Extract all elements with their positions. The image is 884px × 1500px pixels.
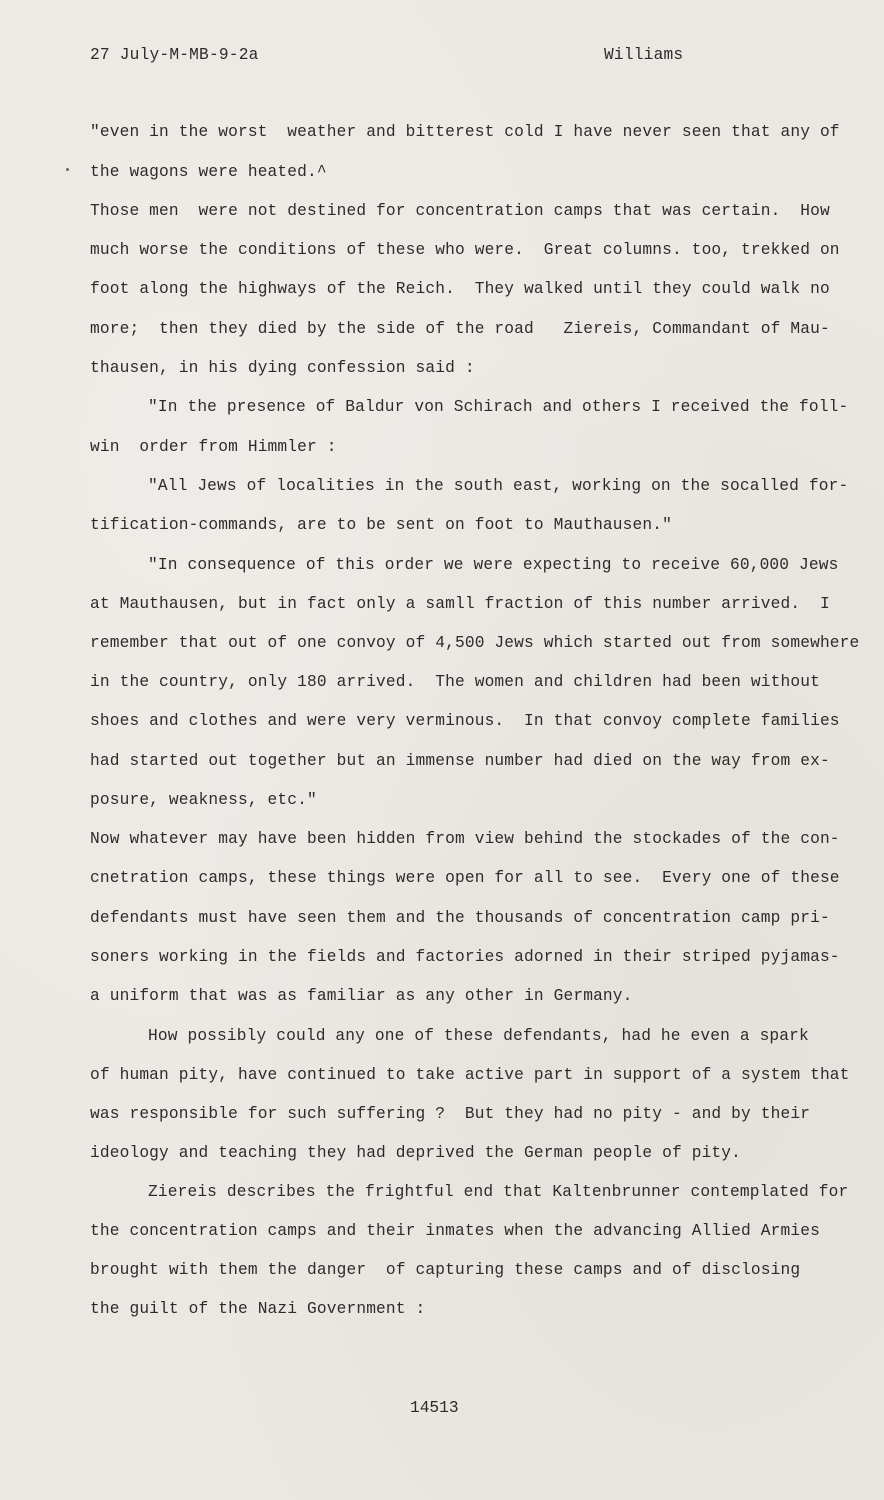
text-line: "In consequence of this order we were expecting to receive 60,000 Jews (148, 556, 839, 574)
text-line: of human pity, have continued to take active part in support of a system that (90, 1066, 850, 1084)
text-line: brought with them the danger of capturing these camps and of disclosing (90, 1261, 801, 1279)
text-line: defendants must have seen them and the thousands of concentration camp pri- (90, 909, 830, 927)
text-line: the wagons were heated.^ (90, 163, 327, 181)
text-line: Those men were not destined for concentration camps that was certain. How (90, 202, 830, 220)
text-line: "even in the worst weather and bitterest cold I have never seen that any of (90, 123, 840, 141)
text-line: remember that out of one convoy of 4,500 Jews which started out from somewhere (90, 634, 860, 652)
text-line: ideology and teaching they had deprived the German people of pity. (90, 1144, 742, 1162)
text-line: "All Jews of localities in the south east, working on the socalled for- (148, 477, 849, 495)
text-line: thausen, in his dying confession said : (90, 359, 475, 377)
text-line: at Mauthausen, but in fact only a samll fraction of this number arrived. I (90, 595, 830, 613)
header-reference: 27 July-M-MB-9-2a (90, 46, 259, 64)
text-line: "In the presence of Baldur von Schirach and others I received the foll- (148, 398, 849, 416)
page-number: 14513 (410, 1399, 459, 1417)
text-line: the concentration camps and their inmates when the advancing Allied Armies (90, 1222, 820, 1240)
text-line: Now whatever may have been hidden from view behind the stockades of the con- (90, 830, 840, 848)
text-line: in the country, only 180 arrived. The women and children had been without (90, 673, 820, 691)
text-line: a uniform that was as familiar as any other in Germany. (90, 987, 633, 1005)
header-author: Williams (604, 46, 684, 64)
text-line: tification-commands, are to be sent on foot to Mauthausen." (90, 516, 672, 534)
text-line: shoes and clothes and were very verminous. In that convoy complete families (90, 712, 840, 730)
text-line: How possibly could any one of these defendants, had he even a spark (148, 1027, 809, 1045)
margin-mark (66, 168, 69, 171)
text-line: posure, weakness, etc." (90, 791, 317, 809)
text-line: win order from Himmler : (90, 438, 337, 456)
text-line: foot along the highways of the Reich. They walked until they could walk no (90, 280, 830, 298)
text-line: the guilt of the Nazi Government : (90, 1300, 426, 1318)
text-line: cnetration camps, these things were open for all to see. Every one of these (90, 869, 840, 887)
text-line: more; then they died by the side of the road Ziereis, Commandant of Mau- (90, 320, 830, 338)
text-line: soners working in the fields and factories adorned in their striped pyjamas- (90, 948, 840, 966)
text-line: much worse the conditions of these who were. Great columns. too, trekked on (90, 241, 840, 259)
text-line: Ziereis describes the frightful end that Kaltenbrunner contemplated for (148, 1183, 849, 1201)
text-line: was responsible for such suffering ? But they had no pity - and by their (90, 1105, 811, 1123)
text-line: had started out together but an immense number had died on the way from ex- (90, 752, 830, 770)
